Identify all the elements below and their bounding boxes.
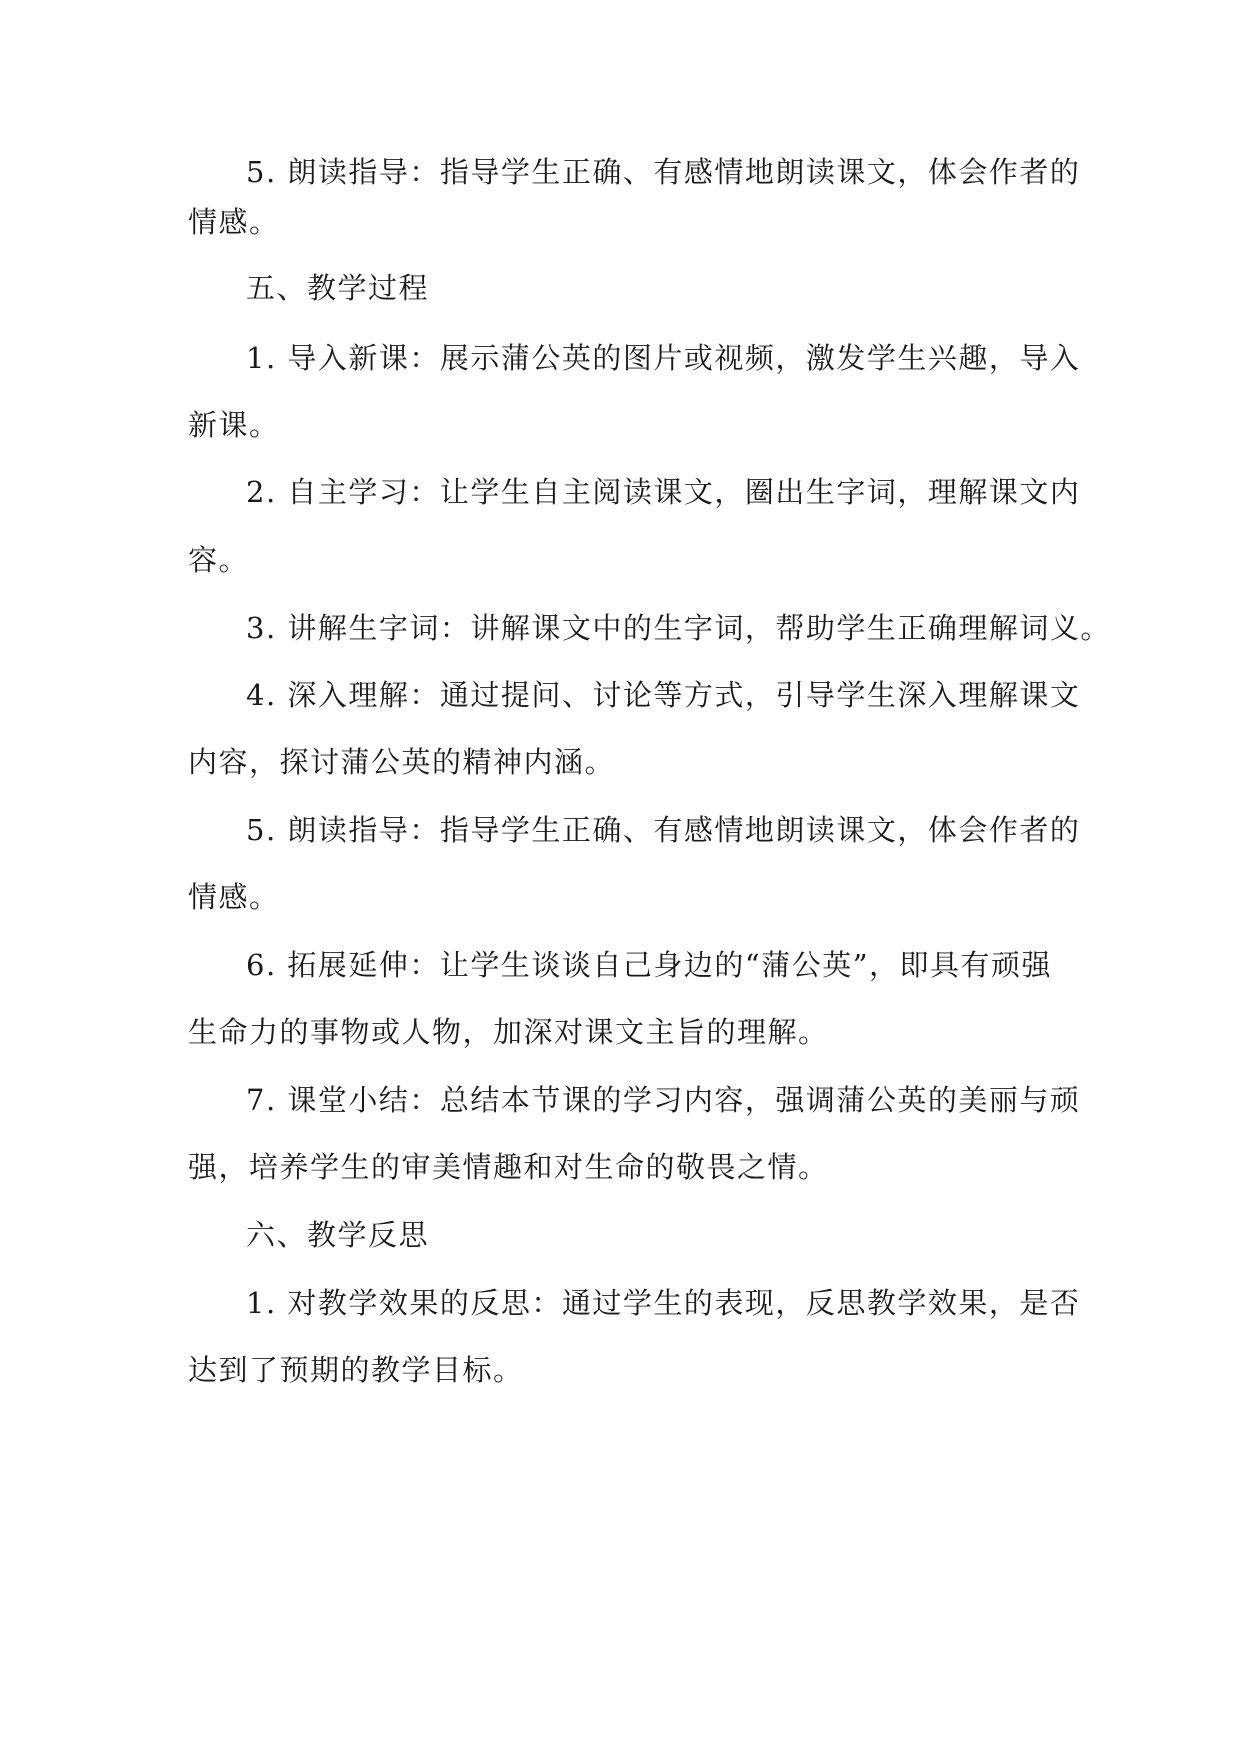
paragraph-line: 情感。 — [188, 205, 280, 239]
paragraph-line: 生命力的事物或人物，加深对课文主旨的理解。 — [188, 1015, 829, 1049]
paragraph-line: 1. 导入新课：展示蒲公英的图片或视频，激发学生兴趣，导入 — [246, 341, 1081, 375]
paragraph-line: 5. 朗读指导：指导学生正确、有感情地朗读课文，体会作者的 — [246, 155, 1081, 189]
paragraph-line: 容。 — [188, 543, 250, 577]
paragraph-line: 5. 朗读指导：指导学生正确、有感情地朗读课文，体会作者的 — [246, 813, 1081, 847]
section-heading: 五、教学过程 — [246, 271, 430, 305]
section-heading: 六、教学反思 — [246, 1218, 430, 1252]
paragraph-line: 2. 自主学习：让学生自主阅读课文，圈出生字词，理解课文内 — [246, 475, 1081, 509]
paragraph-line: 强，培养学生的审美情趣和对生命的敬畏之情。 — [188, 1150, 829, 1184]
paragraph-line: 达到了预期的教学目标。 — [188, 1353, 524, 1387]
paragraph-line: 3. 讲解生字词：讲解课文中的生字词，帮助学生正确理解词义。 — [246, 611, 1111, 645]
paragraph-line: 内容，探讨蒲公英的精神内涵。 — [188, 745, 616, 779]
paragraph-line: 6. 拓展延伸：让学生谈谈自己身边的“蒲公英”，即具有顽强 — [246, 948, 1053, 982]
paragraph-line: 1. 对教学效果的反思：通过学生的表现，反思教学效果，是否 — [246, 1286, 1081, 1320]
paragraph-line: 情感。 — [188, 880, 280, 914]
paragraph-line: 新课。 — [188, 408, 280, 442]
paragraph-line: 7. 课堂小结：总结本节课的学习内容，强调蒲公英的美丽与顽 — [246, 1083, 1081, 1117]
paragraph-line: 4. 深入理解：通过提问、讨论等方式，引导学生深入理解课文 — [246, 678, 1081, 712]
